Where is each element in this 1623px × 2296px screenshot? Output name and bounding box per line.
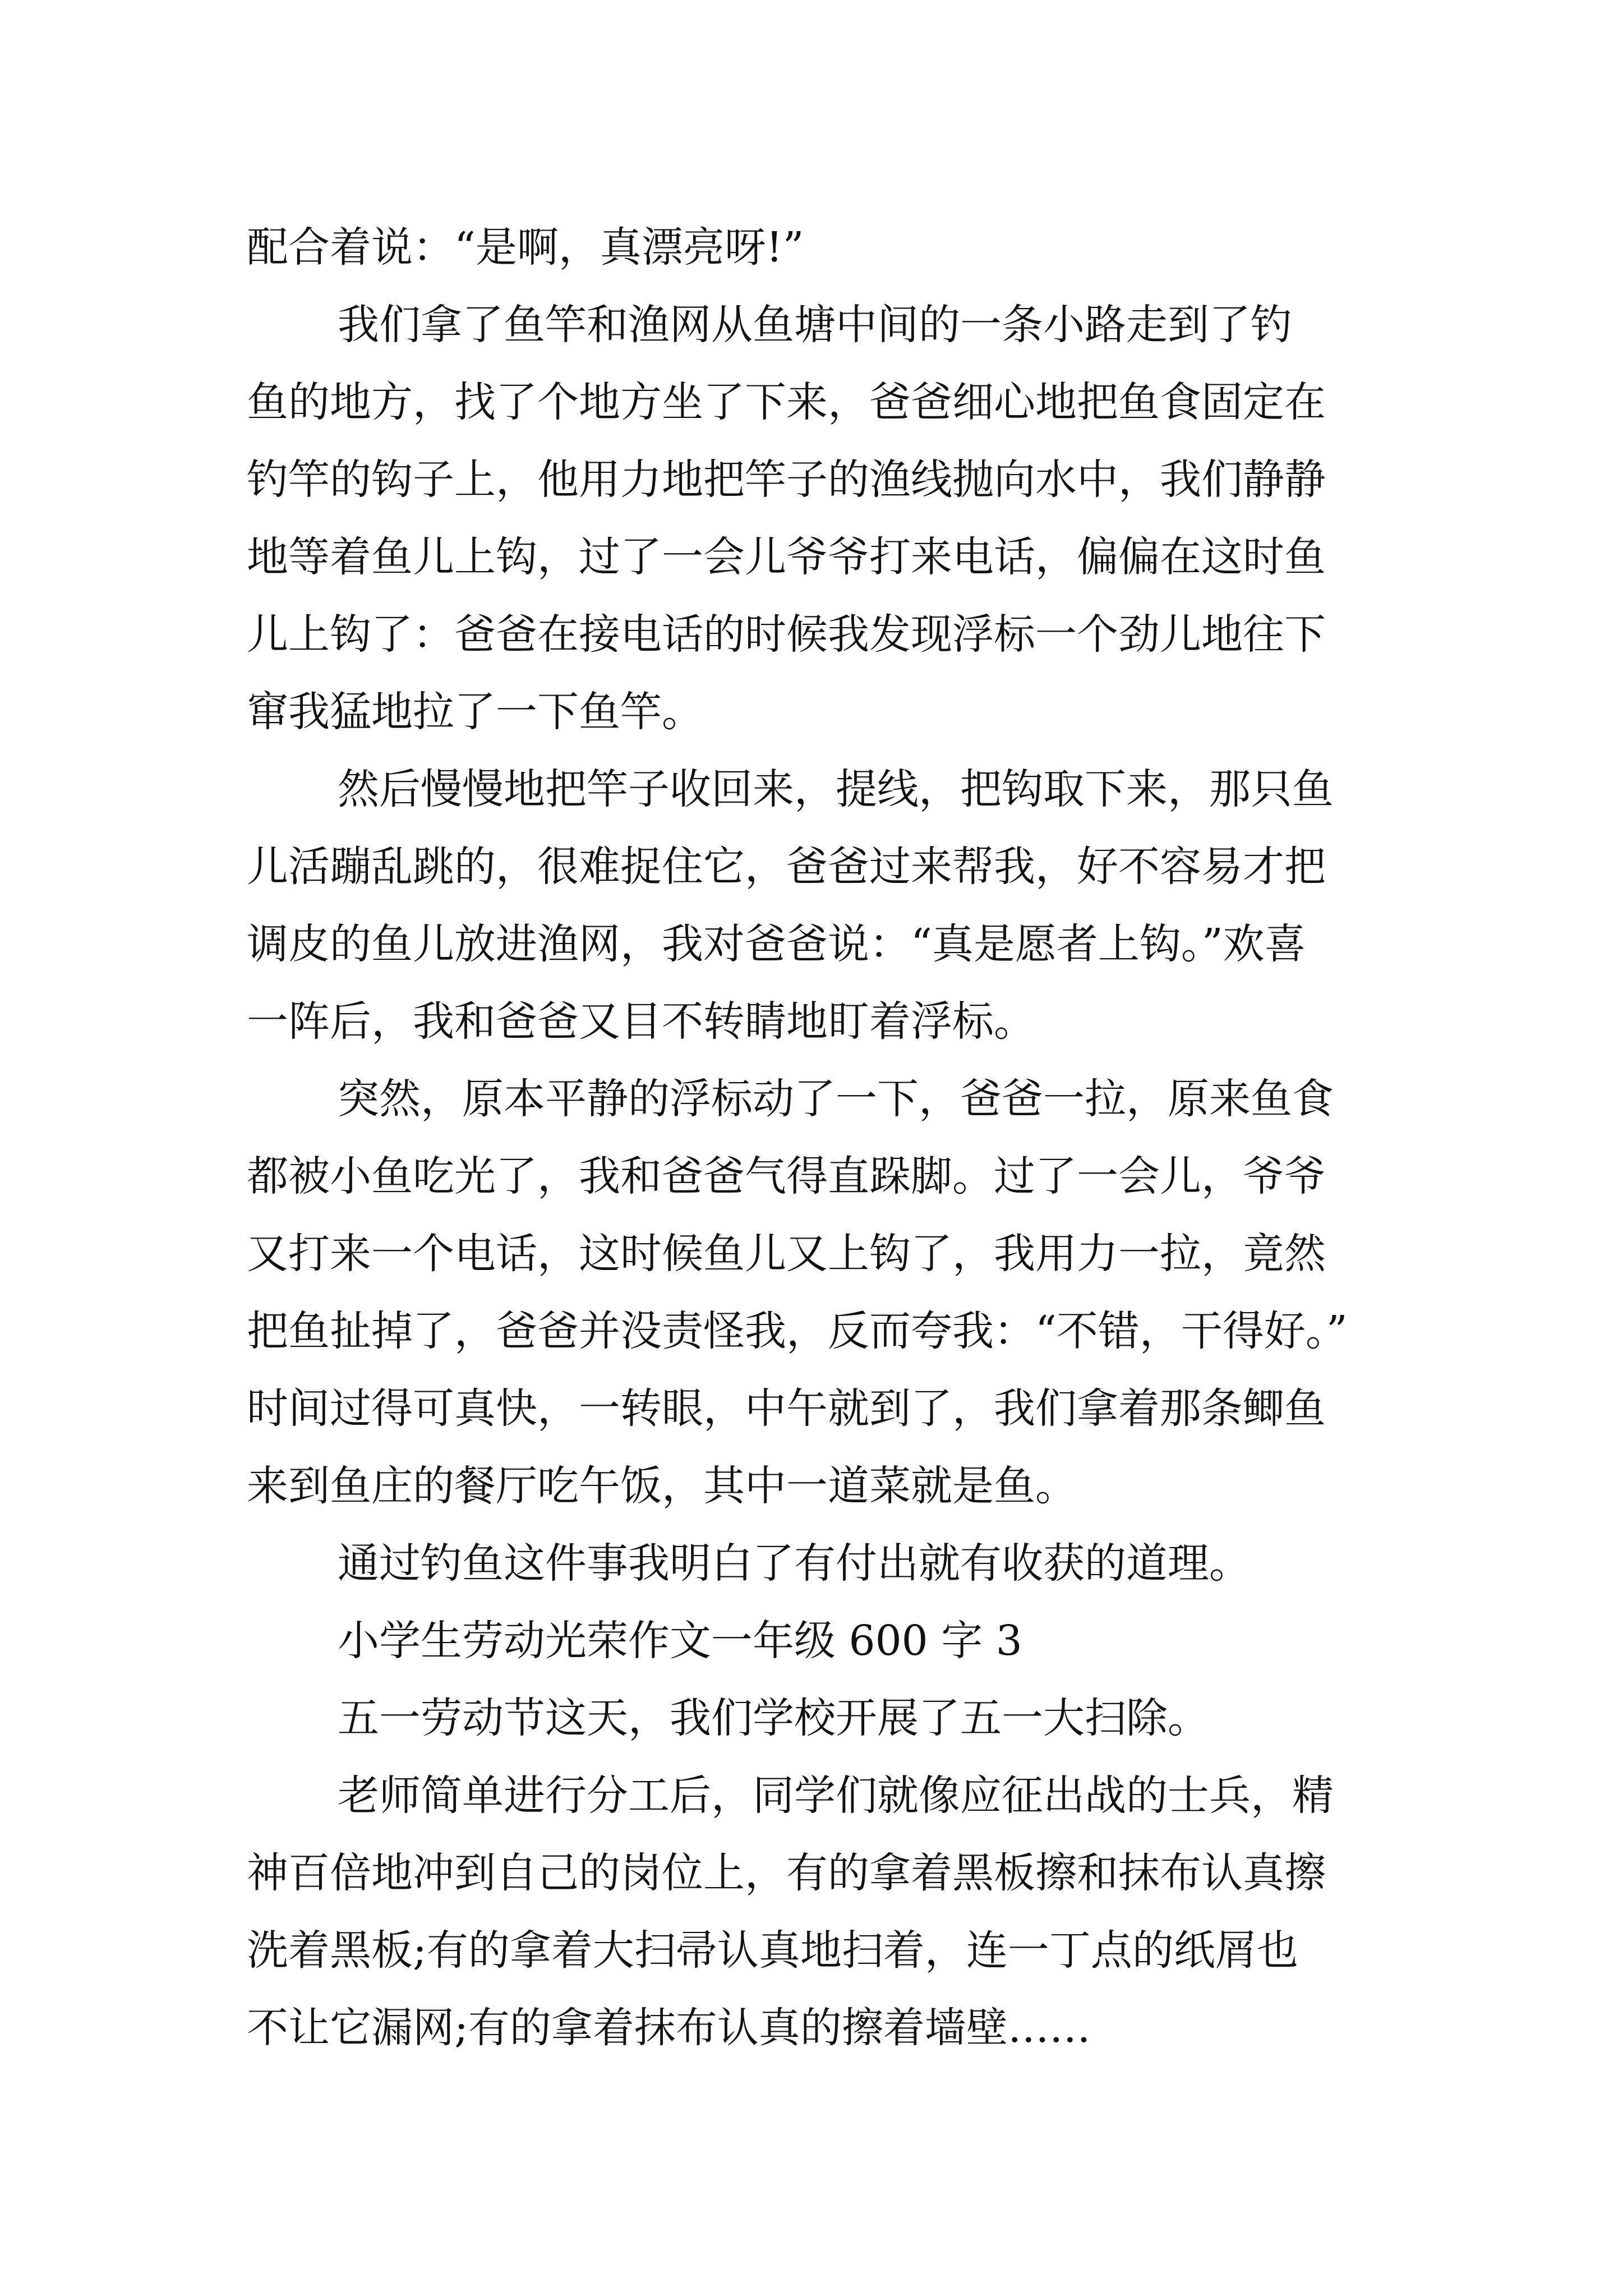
text-line: 儿活蹦乱跳的，很难捉住它，爸爸过来帮我，好不容易才把 (247, 843, 1326, 891)
body-text (247, 209, 1380, 2067)
text-line: 配合着说：“是啊，真漂亮呀!” (247, 223, 804, 272)
text-line: 老师简单进行分工后，同学们就像应征出战的士兵，精 (338, 1772, 1334, 1820)
text-line: 洗着黑板;有的拿着大扫帚认真地扫着，连一丁点的纸屑也 (247, 1926, 1298, 1975)
text-line: 地等着鱼儿上钩，过了一会儿爷爷打来电话，偏偏在这时鱼 (247, 533, 1326, 581)
text-line: 又打来一个电话，这时候鱼儿又上钩了，我用力一拉，竟然 (247, 1230, 1326, 1278)
text-line: 调皮的鱼儿放进渔网，我对爸爸说：“真是愿者上钩。”欢喜 (247, 920, 1306, 968)
text-line: 儿上钩了：爸爸在接电话的时候我发现浮标一个劲儿地往下 (247, 610, 1326, 659)
text-line: 钓竿的钩子上，他用力地把竿子的渔线抛向水中，我们静静 (247, 455, 1326, 504)
text-line: 不让它漏网;有的拿着抹布认真的擦着墙壁…… (247, 2004, 1091, 2052)
text-line: 五一劳动节这天，我们学校开展了五一大扫除。 (338, 1694, 1209, 1742)
text-line: 来到鱼庄的餐厅吃午饭，其中一道菜就是鱼。 (247, 1462, 1077, 1510)
text-line: 窜我猛地拉了一下鱼竿。 (247, 688, 703, 736)
text-line: 时间过得可真快，一转眼，中午就到了，我们拿着那条鲫鱼 (247, 1384, 1326, 1433)
text-line: 都被小鱼吃光了，我和爸爸气得直跺脚。过了一会儿，爷爷 (247, 1152, 1326, 1200)
text-line: 把鱼扯掉了，爸爸并没责怪我，反而夸我：“不错，干得好。” (247, 1307, 1348, 1355)
text-line: 我们拿了鱼竿和渔网从鱼塘中间的一条小路走到了钓 (338, 301, 1292, 349)
text-line: 鱼的地方，找了个地方坐了下来，爸爸细心地把鱼食固定在 (247, 378, 1326, 426)
text-line: 然后慢慢地把竿子收回来，提线，把钩取下来，那只鱼 (338, 765, 1334, 813)
text-line: 突然，原本平静的浮标动了一下，爸爸一拉，原来鱼食 (338, 1075, 1334, 1123)
text-line: 神百倍地冲到自己的岗位上，有的拿着黑板擦和抹布认真擦 (247, 1849, 1326, 1897)
section-heading: 小学生劳动光荣作文一年级 600 字 3 (338, 1617, 1022, 1665)
text-line: 一阵后，我和爸爸又目不转睛地盯着浮标。 (247, 997, 1035, 1046)
text-line: 通过钓鱼这件事我明白了有付出就有收获的道理。 (338, 1539, 1251, 1588)
